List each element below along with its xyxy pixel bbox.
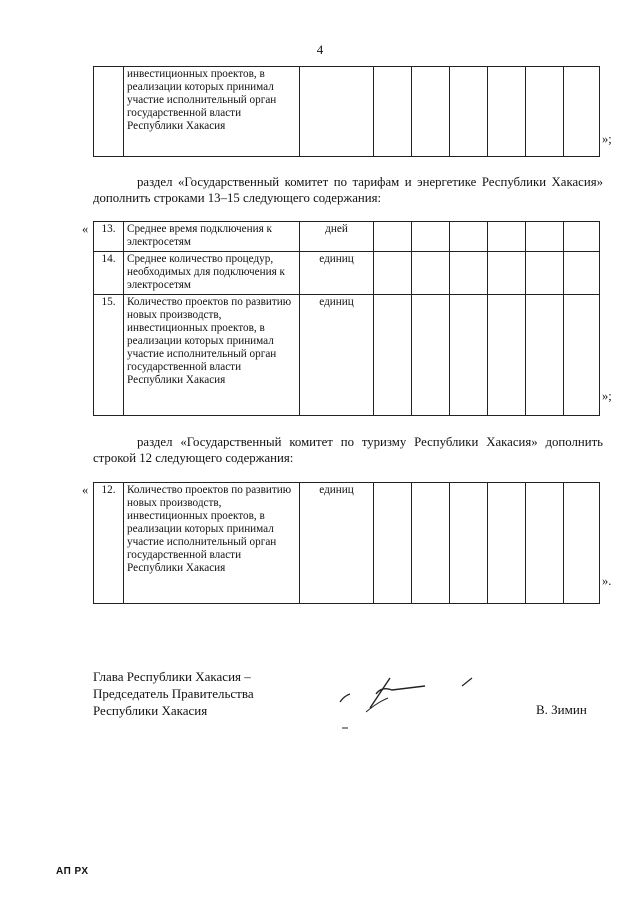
row-indicator: Количество проектов по развитию новых производств, инвестиционных проектов, в реализации которых принимал участие исполнительный орган государственной власти Республики Хакасия [124,483,300,604]
empty-cell [526,252,564,295]
table-row [94,295,600,416]
empty-cell [412,67,450,157]
row-indicator: Среднее количество процедур, необходимых для подключения к электросетям [124,252,300,295]
empty-cell [488,252,526,295]
closing-quote: »; [602,389,612,403]
row-number: 15. [94,295,124,416]
signatory-title-line: Председатель Правительства [93,686,254,701]
empty-cell [564,483,600,604]
signatory-title-line: Глава Республики Хакасия – [93,669,251,684]
row-number: 12. [94,483,124,604]
row-unit [300,67,374,157]
table-tariff-committee [93,221,600,416]
empty-cell [412,222,450,252]
table-row [94,483,600,604]
empty-cell [374,295,412,416]
empty-cell [412,483,450,604]
empty-cell [374,483,412,604]
signatory-name: В. Зимин [536,702,587,717]
empty-cell [488,295,526,416]
empty-cell [526,67,564,157]
empty-cell [412,295,450,416]
handwritten-signature [330,672,490,732]
empty-cell [450,222,488,252]
empty-cell [526,483,564,604]
row-indicator: Среднее время подключения к электросетям [124,222,300,252]
row-unit: единиц [300,483,374,604]
table-tourism-committee [93,482,600,604]
empty-cell [450,483,488,604]
registry-stamp: АП РХ [56,866,89,877]
empty-cell [564,67,600,157]
empty-cell [564,295,600,416]
opening-quote: « [82,483,89,497]
row-number: 13. [94,222,124,252]
page-number: 4 [316,42,324,57]
table-row [94,222,600,252]
row-unit: дней [300,222,374,252]
closing-quote: »; [602,132,612,146]
empty-cell [374,67,412,157]
empty-cell [374,252,412,295]
empty-cell [526,295,564,416]
signatory-title-line: Республики Хакасия [93,703,208,718]
empty-cell [450,252,488,295]
row-number: 14. [94,252,124,295]
empty-cell [564,222,600,252]
empty-cell [450,67,488,157]
paragraph-tourism-committee: раздел «Государственный комитет по туризму Республики Хакасия» дополнить строкой 12 следующего содержания: [93,435,603,465]
empty-cell [488,483,526,604]
closing-quote: ». [602,574,612,588]
paragraph-tariff-committee: раздел «Государственный комитет по тарифам и энергетике Республики Хакасия» дополнить строками 13–15 следующего содержания: [93,175,603,205]
empty-cell [488,222,526,252]
table-top [93,66,600,157]
table-row [94,252,600,295]
empty-cell [564,252,600,295]
signatory-title [93,668,254,719]
row-indicator: инвестиционных проектов, в реализации которых принимал участие исполнительный орган государственной власти Республики Хакасия [124,67,300,157]
empty-cell [412,252,450,295]
row-indicator: Количество проектов по развитию новых производств, инвестиционных проектов, в реализации которых принимал участие исполнительный орган государственной власти Республики Хакасия [124,295,300,416]
opening-quote: « [82,222,89,236]
empty-cell [488,67,526,157]
empty-cell [526,222,564,252]
row-number [94,67,124,157]
row-unit: единиц [300,295,374,416]
table-row [94,67,600,157]
empty-cell [450,295,488,416]
row-unit: единиц [300,252,374,295]
empty-cell [374,222,412,252]
